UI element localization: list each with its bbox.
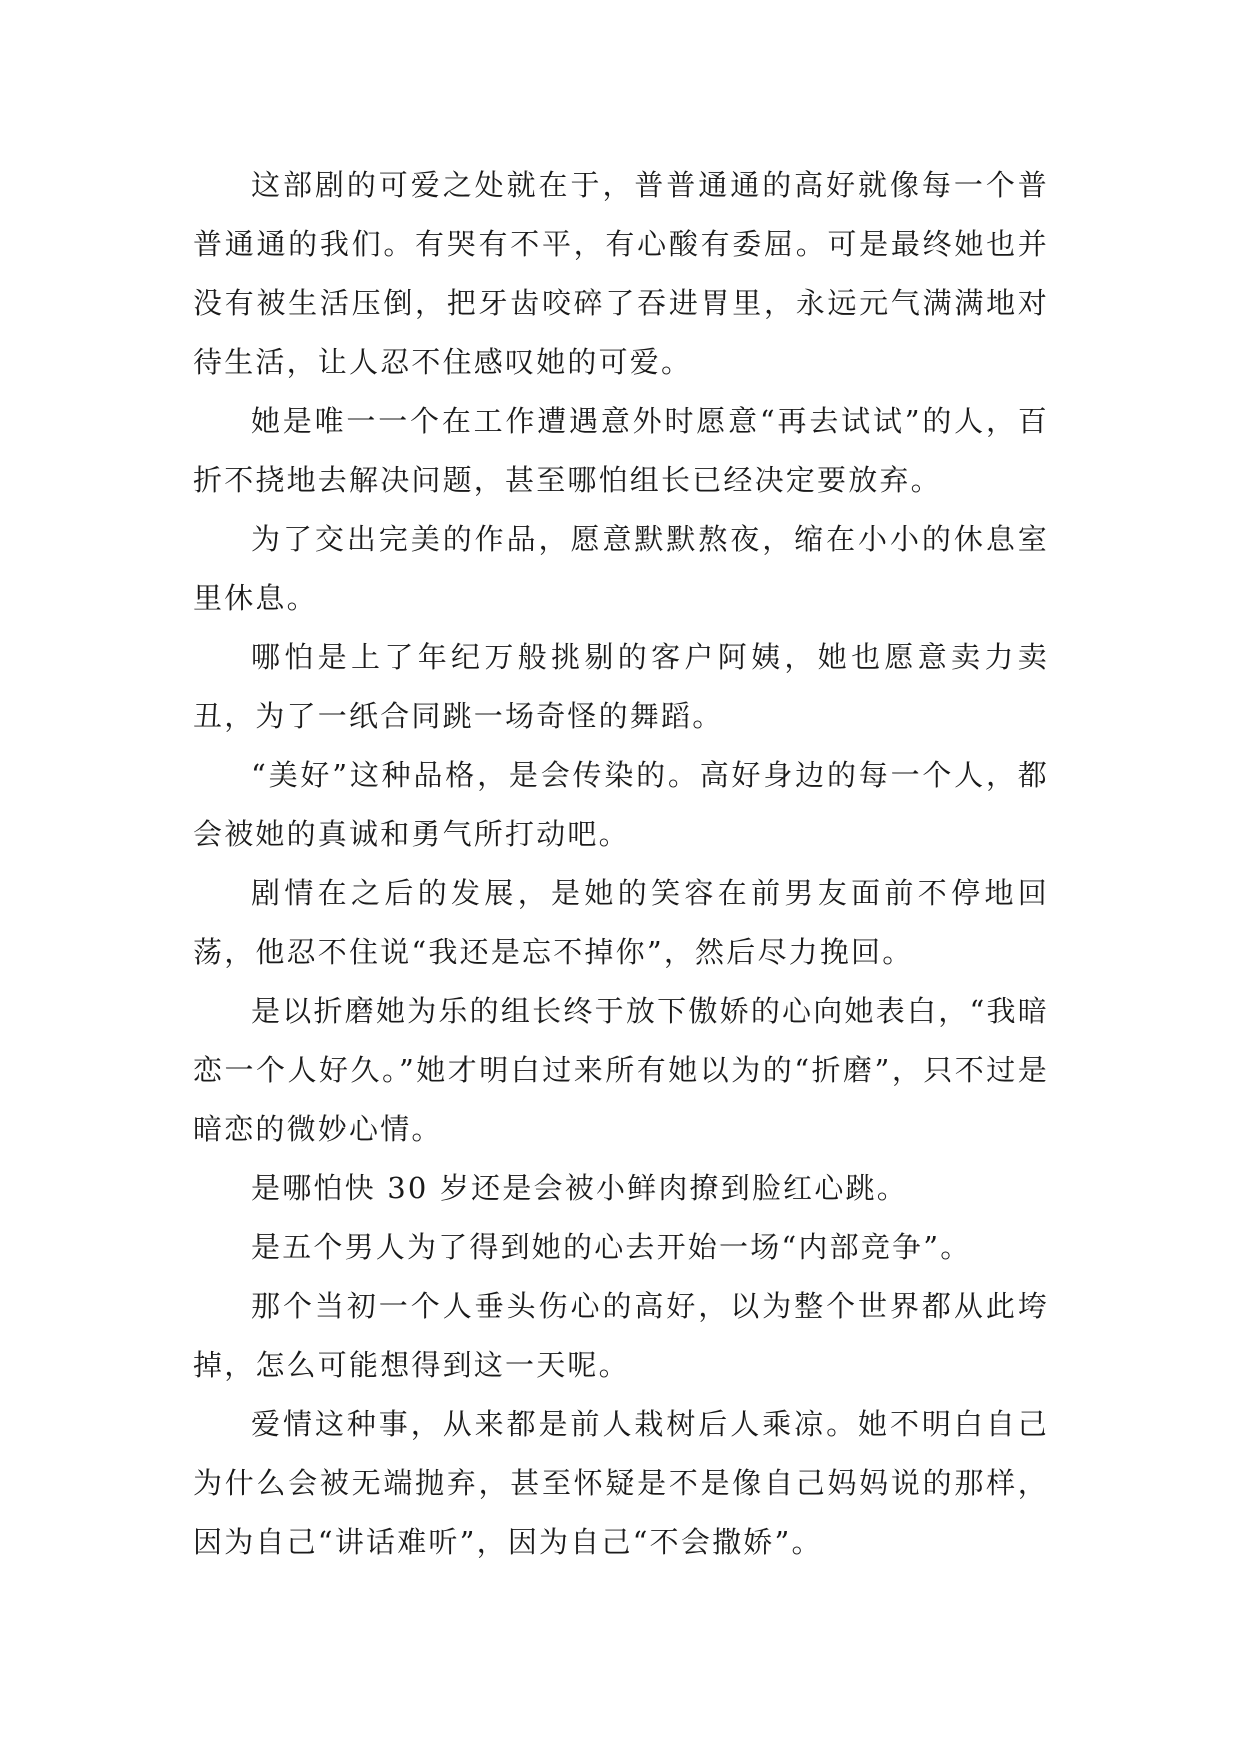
paragraph: “美好”这种品格，是会传染的。高好身边的每一个人，都会被她的真诚和勇气所打动吧。 — [193, 758, 1049, 851]
paragraph: 爱情这种事，从来都是前人栽树后人乘凉。她不明白自己为什么会被无端抛弃，甚至怀疑是不是像自己妈妈说的那样，因为自己“讲话难听”，因为自己“不会撒娇”。 — [193, 1407, 1049, 1559]
paragraph: 是以折磨她为乐的组长终于放下傲娇的心向她表白，“我暗恋一个人好久。”她才明白过来所有她以为的“折磨”，只不过是暗恋的微妙心情。 — [193, 994, 1049, 1146]
paragraph: 那个当初一个人垂头伤心的高好，以为整个世界都从此垮掉，怎么可能想得到这一天呢。 — [193, 1289, 1049, 1382]
document-body — [193, 156, 1049, 1572]
paragraph: 剧情在之后的发展，是她的笑容在前男友面前不停地回荡，他忍不住说“我还是忘不掉你”，然后尽力挽回。 — [193, 876, 1049, 969]
paragraph: 这部剧的可爱之处就在于，普普通通的高好就像每一个普普通通的我们。有哭有不平，有心酸有委屈。可是最终她也并没有被生活压倒，把牙齿咬碎了吞进胃里，永远元气满满地对待生活，让人忍不住感叹她的可爱。 — [193, 168, 1049, 379]
paragraph: 是五个男人为了得到她的心去开始一场“内部竞争”。 — [251, 1230, 972, 1264]
paragraph: 是哪怕快 30 岁还是会被小鲜肉撩到脸红心跳。 — [251, 1171, 908, 1205]
paragraph: 为了交出完美的作品，愿意默默熬夜，缩在小小的休息室里休息。 — [193, 522, 1049, 615]
paragraph: 哪怕是上了年纪万般挑剔的客户阿姨，她也愿意卖力卖丑，为了一纸合同跳一场奇怪的舞蹈。 — [193, 640, 1049, 733]
paragraph: 她是唯一一个在工作遭遇意外时愿意“再去试试”的人，百折不挠地去解决问题，甚至哪怕组长已经决定要放弃。 — [193, 404, 1049, 497]
